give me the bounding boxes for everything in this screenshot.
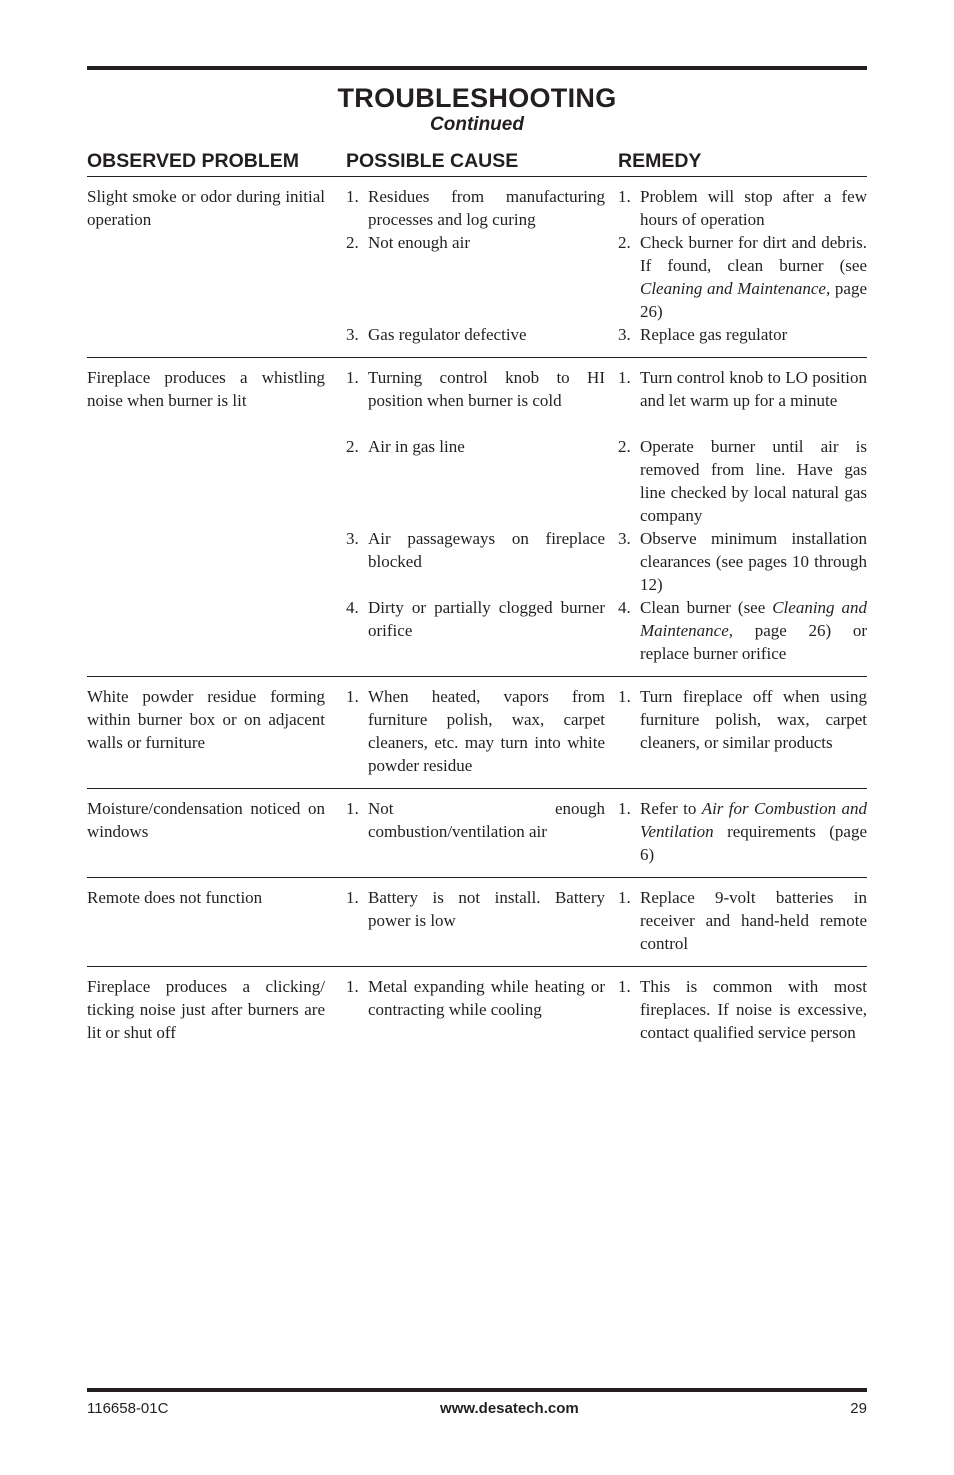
possible-cause-column	[346, 975, 618, 1044]
remedy-item: 2. Operate burner until air is removed from line. Have gas line checked by local natural gas company	[618, 437, 867, 525]
table-row	[87, 677, 867, 789]
cause-item: 3. Gas regulator defective	[346, 325, 527, 344]
page	[87, 66, 867, 1055]
cause-item: 1. Turning control knob to HI position when burner is cold	[346, 368, 605, 410]
header-observed-problem: OBSERVED PROBLEM	[87, 150, 300, 172]
cause-item: 1. Metal expanding while heating or contracting while cooling	[346, 977, 605, 1019]
cause-item: 2. Air in gas line	[346, 437, 465, 456]
remedy-item: 1. Turn fireplace off when using furniture polish, wax, carpet cleaners, or similar products	[618, 687, 867, 752]
remedy-column	[618, 185, 867, 346]
document-number: 116658-01C	[87, 1400, 169, 1417]
possible-cause-column	[346, 366, 618, 665]
possible-cause-column	[346, 185, 618, 346]
remedy-item: 4. Clean burner (see Cleaning and Maintenance, page 26) or replace burner orifice	[618, 598, 867, 663]
remedy-item: 1. This is common with most fireplaces. If noise is excessive, contact qualified service person	[618, 977, 867, 1042]
cause-item: 2. Not enough air	[346, 233, 470, 252]
observed-problem: Moisture/condensation noticed on windows	[87, 799, 325, 841]
page-subtitle: Continued	[430, 114, 524, 135]
table-row	[87, 878, 867, 967]
cause-item: 1. Battery is not install. Battery power is low	[346, 888, 605, 930]
table-row	[87, 177, 867, 358]
cause-item: 4. Dirty or partially clogged burner orifice	[346, 598, 605, 640]
page-footer	[87, 1388, 867, 1419]
remedy-item: 1. Turn control knob to LO position and let warm up for a minute	[618, 368, 867, 410]
table-row	[87, 789, 867, 878]
observed-problem: Fireplace produces a whistling noise when burner is lit	[87, 368, 325, 410]
remedy-item: 1. Problem will stop after a few hours of operation	[618, 187, 867, 229]
observed-problem: Fireplace produces a clicking/ ticking noise just after burners are lit or shut off	[87, 977, 325, 1042]
remedy-item: 2. Check burner for dirt and debris. If found, clean burner (see Cleaning and Maintenance, page 26)	[618, 233, 868, 321]
cause-item: 1. Residues from manufacturing processes and log curing	[346, 187, 605, 229]
website-link[interactable]: www.desatech.com	[440, 1400, 579, 1417]
possible-cause-column	[346, 797, 618, 866]
remedy-column	[618, 797, 867, 866]
remedy-column	[618, 886, 867, 955]
header-remedy: REMEDY	[618, 150, 702, 172]
cause-item: 1. Not enough combustion/ventilation air	[346, 799, 605, 841]
table-header	[87, 147, 867, 177]
page-title: TROUBLESHOOTING	[337, 83, 617, 113]
possible-cause-column	[346, 685, 618, 777]
table-row	[87, 358, 867, 677]
possible-cause-column	[346, 886, 618, 955]
page-number: 29	[850, 1400, 867, 1417]
remedy-column	[618, 975, 867, 1044]
header-possible-cause: POSSIBLE CAUSE	[346, 150, 519, 172]
remedy-item: 3. Replace gas regulator	[618, 325, 788, 344]
remedy-item: 1. Replace 9-volt batteries in receiver and hand-held remote control	[618, 888, 867, 953]
remedy-item: 1. Refer to Air for Combustion and Ventilation requirements (page 6)	[618, 799, 867, 864]
bottom-rule	[87, 1388, 867, 1392]
top-rule	[87, 66, 867, 70]
observed-problem: Slight smoke or odor during initial operation	[87, 187, 325, 229]
remedy-column	[618, 366, 867, 665]
table-row	[87, 967, 867, 1055]
cause-item: 3. Air passageways on fireplace blocked	[346, 529, 605, 571]
cause-item: 1. When heated, vapors from furniture polish, wax, carpet cleaners, etc. may turn into white powder residue	[346, 687, 605, 775]
remedy-item: 3. Observe minimum installation clearances (see pages 10 through 12)	[618, 529, 867, 594]
observed-problem: White powder residue forming within burner box or on adjacent walls or furniture	[87, 687, 325, 752]
remedy-column	[618, 685, 867, 777]
observed-problem: Remote does not function	[87, 888, 263, 907]
